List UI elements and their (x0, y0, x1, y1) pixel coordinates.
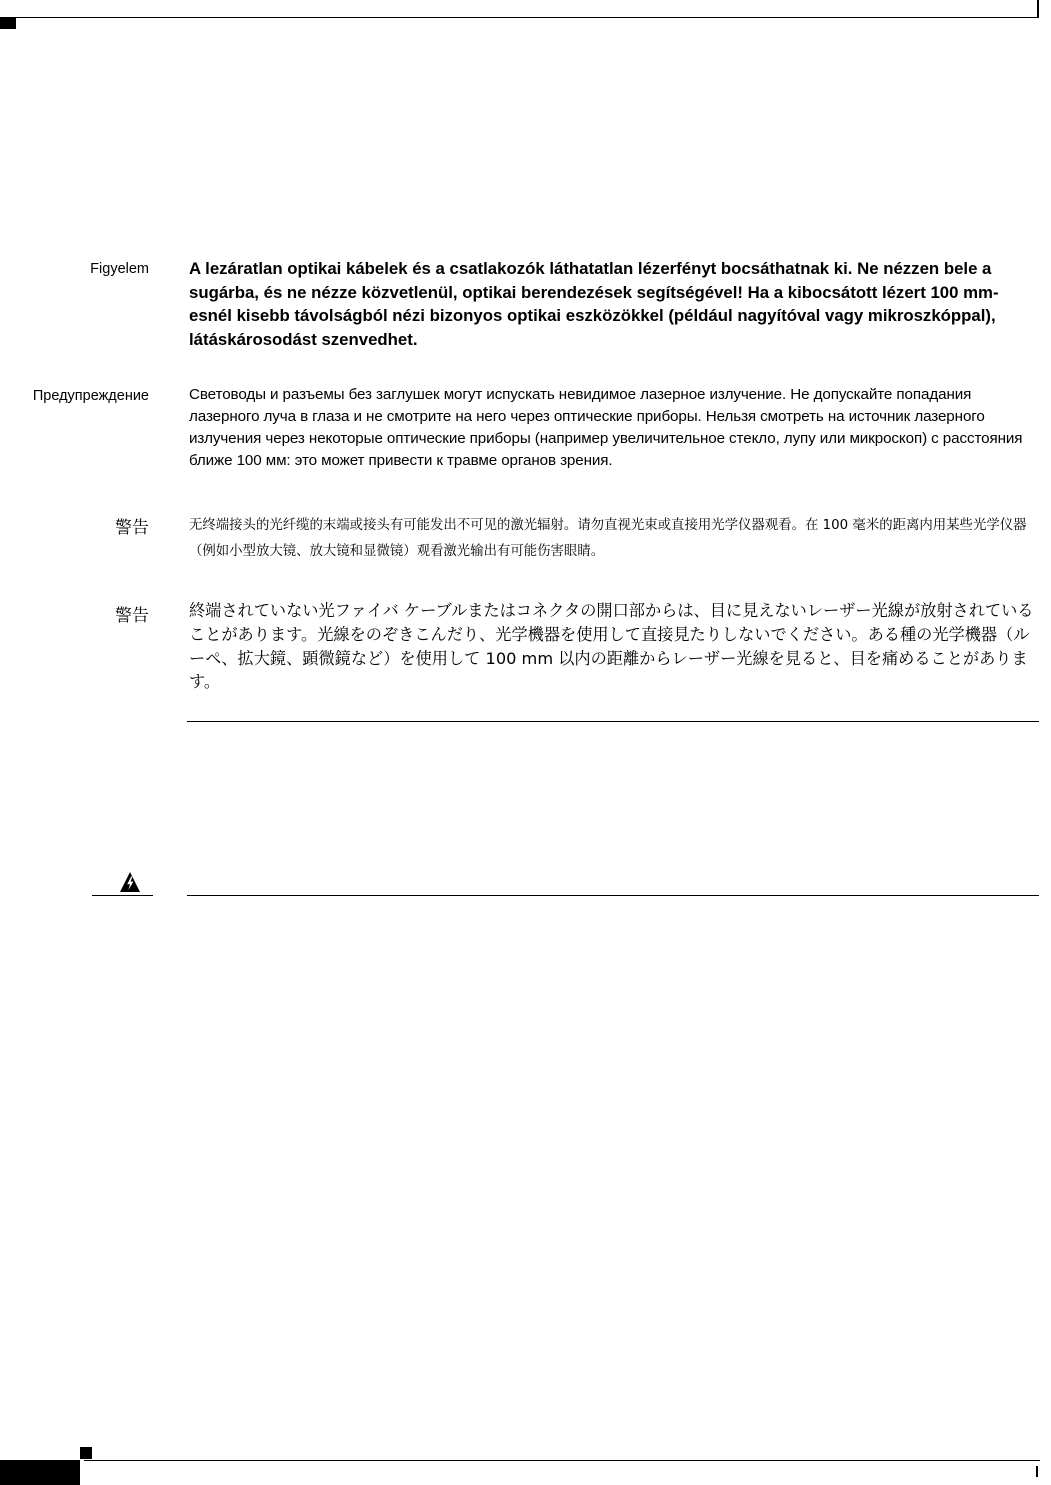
warning-label-russian: Предупреждение (32, 388, 149, 404)
warning-chinese (0, 513, 1051, 569)
warning-russian (0, 384, 1051, 474)
warning-hungarian (0, 257, 1051, 352)
warning-text-chinese: 无终端接头的光纤缆的末端或接头有可能发出不可见的激光辐射。请勿直视光束或直接用光学仪器观看。在 100 毫米的距离内用某些光学仪器（例如小型放大镜、放大镜和显微镜）观看激光输出有可能伤害眼睛。 (189, 518, 1027, 559)
warning-text-hungarian: A lezáratlan optikai kábelek és a csatlakozók láthatatlan lézerfényt bocsáthatnak ki. Ne nézzen bele a sugárba, és ne nézze közvetlenül, optikai berendezések segítségével! Ha a kibocsátott lézert 100 mm-esnél kisebb távolságból nézi bizonyos optikai eszközökkel (például nagyítóval vagy mikroszkóppal), látáskárosodást szenvedhet. (189, 259, 999, 349)
footer-corner-mark (80, 1447, 92, 1459)
warning-lightning-triangle-icon (119, 871, 141, 893)
warning-japanese (0, 599, 1051, 695)
warning-label-japanese: 警告 (115, 606, 149, 626)
header-rule (0, 17, 1038, 18)
warning-label-chinese: 警告 (115, 518, 149, 538)
footer-rule (84, 1460, 1040, 1461)
footer-page-tab (0, 1460, 80, 1485)
footer-tick-mark (1036, 1466, 1038, 1477)
section-divider (187, 721, 1039, 722)
header-corner-mark (0, 18, 16, 29)
warning-rule (187, 895, 1039, 896)
warning-text-russian: Световоды и разъемы без заглушек могут испускать невидимое лазерное излучение. Не допускайте попадания лазерного луча в глаза и не смотрите на него через оптические приборы. Нельзя смотреть на источник лазерного излучения через некоторые оптические приборы (например увеличительное стекло, лупу или микроскоп) с расстояния ближе 100 мм: это может привести к травме органов зрения. (189, 386, 1023, 469)
header-tick-mark (1037, 0, 1039, 18)
warning-label-hungarian: Figyelem (90, 261, 149, 277)
warning-icon-rule (92, 895, 153, 896)
warning-text-japanese: 終端されていない光ファイバ ケーブルまたはコネクタの開口部からは、目に見えないレーザー光線が放射されていることがあります。光線をのぞきこんだり、光学機器を使用して直接見たりしないでください。ある種の光学機器（ルーペ、拡大鏡、顕微鏡など）を使用して 100 mm 以内の距離からレーザー光線を見ると、目を痛めることがあります。 (189, 601, 1034, 692)
